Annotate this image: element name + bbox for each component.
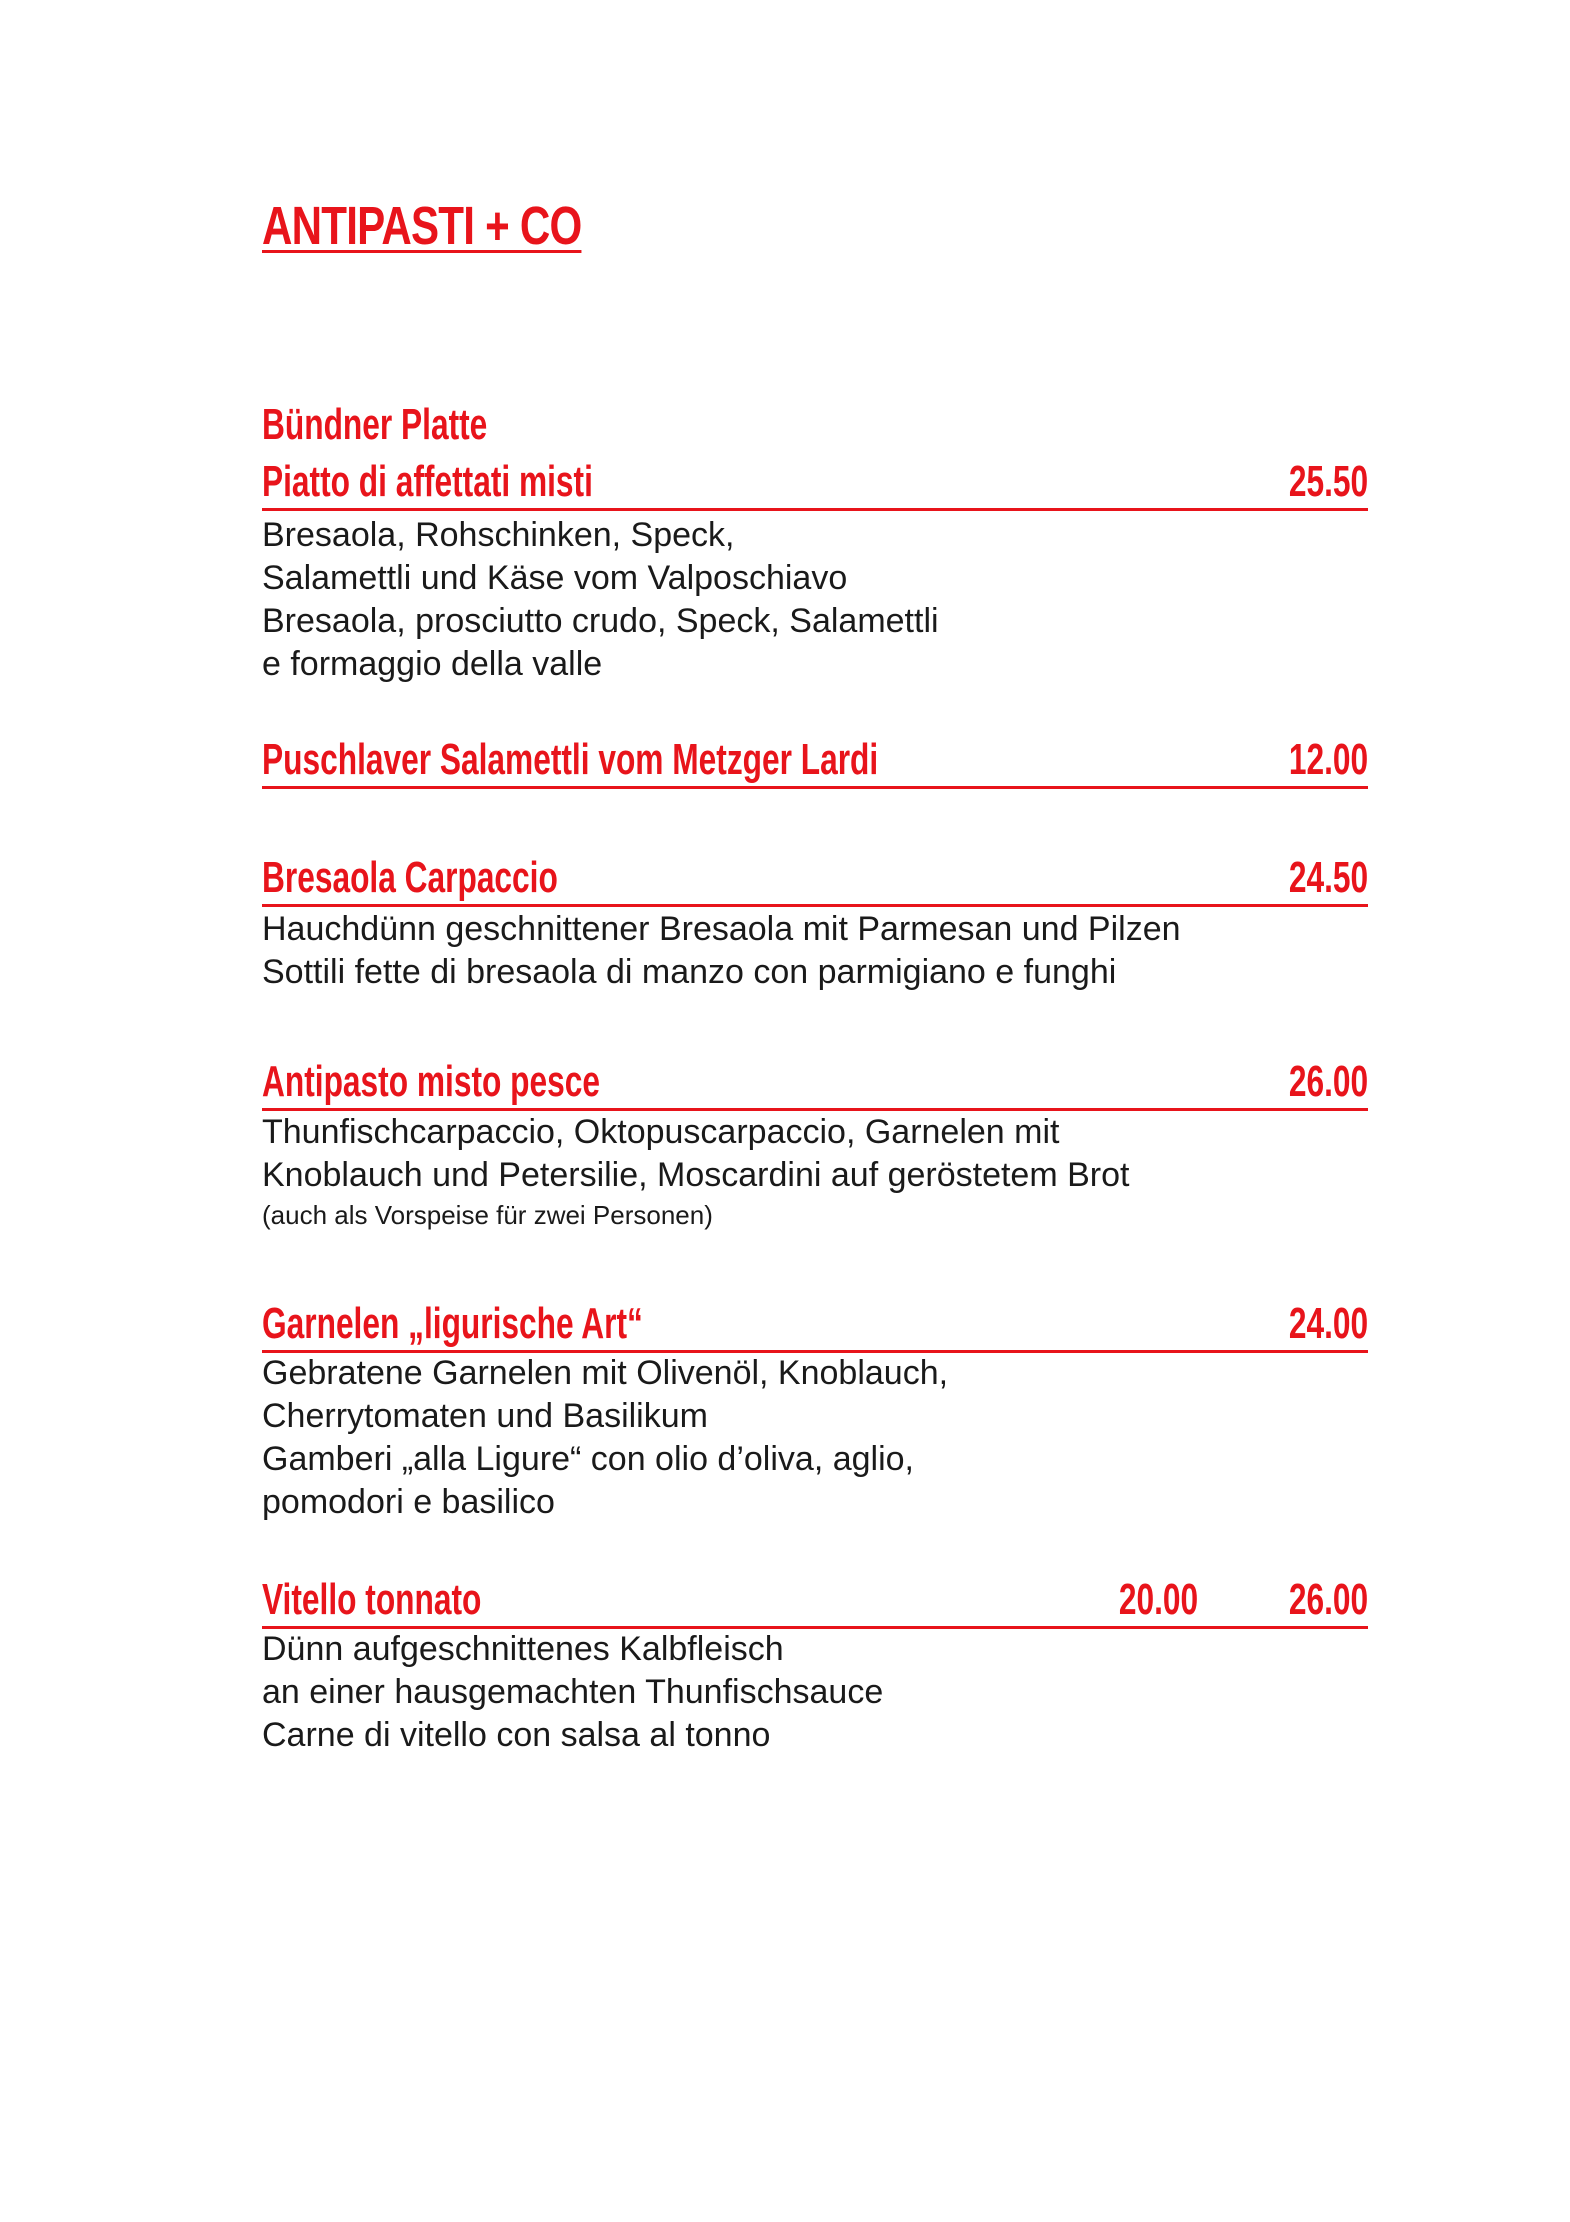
description-line: Knoblauch und Petersilie, Moscardini auf geröstetem Brot: [262, 1156, 1130, 1194]
item-name: Bresaola Carpaccio: [262, 853, 558, 902]
item-name: Antipasto misto pesce: [262, 1057, 600, 1106]
item-price: 24.00: [1288, 1299, 1368, 1348]
description-line: Dünn aufgeschnittenes Kalbfleisch: [262, 1630, 784, 1668]
description-line: Sottili fette di bresaola di manzo con parmigiano e funghi: [262, 953, 1117, 991]
item-supertitle: Bündner Platte: [262, 400, 488, 449]
item-price: 12.00: [1288, 735, 1368, 784]
item-name: Piatto di affettati misti: [262, 457, 593, 506]
description-line: Gebratene Garnelen mit Olivenöl, Knoblauch,: [262, 1354, 949, 1392]
description-line: e formaggio della valle: [262, 645, 603, 683]
item-description: [262, 1111, 1129, 1233]
description-line: Carne di vitello con salsa al tonno: [262, 1716, 771, 1754]
item-name: Vitello tonnato: [262, 1575, 482, 1624]
menu-item-header: [262, 1294, 1368, 1353]
item-description: [262, 514, 939, 686]
item-description: [262, 1352, 948, 1524]
description-line: Hauchdünn geschnittener Bresaola mit Parmesan und Pilzen: [262, 910, 1181, 948]
description-line: Cherrytomaten und Basilikum: [262, 1397, 708, 1435]
menu-item-header: [262, 1570, 1368, 1629]
description-line: an einer hausgemachten Thunfischsauce: [262, 1673, 884, 1711]
description-line: Bresaola, Rohschinken, Speck,: [262, 516, 735, 554]
description-line: Bresaola, prosciutto crudo, Speck, Salamettli: [262, 602, 939, 640]
menu-item-header: [262, 848, 1368, 907]
item-note: (auch als Vorspeise für zwei Personen): [262, 1200, 713, 1230]
description-line: Gamberi „alla Ligure“ con olio d’oliva, aglio,: [262, 1440, 914, 1478]
item-price: 26.00: [1288, 1057, 1368, 1106]
menu-item-header: [262, 1052, 1368, 1111]
item-price: 25.50: [1288, 457, 1368, 506]
description-line: Thunfischcarpaccio, Oktopuscarpaccio, Garnelen mit: [262, 1113, 1060, 1151]
item-description: [262, 908, 1181, 994]
description-line: pomodori e basilico: [262, 1483, 555, 1521]
menu-item-header: [262, 730, 1368, 789]
item-price: 24.50: [1288, 853, 1368, 902]
item-name: Puschlaver Salamettli vom Metzger Lardi: [262, 735, 879, 784]
item-name: Garnelen „ligurische Art“: [262, 1299, 643, 1348]
item-price: 26.00: [1288, 1575, 1368, 1624]
page-title: ANTIPASTI + CO: [262, 196, 582, 256]
menu-item-header: [262, 452, 1368, 511]
description-line: Salamettli und Käse vom Valposchiavo: [262, 559, 848, 597]
item-description: [262, 1628, 883, 1757]
item-price-small: 20.00: [1118, 1575, 1198, 1624]
